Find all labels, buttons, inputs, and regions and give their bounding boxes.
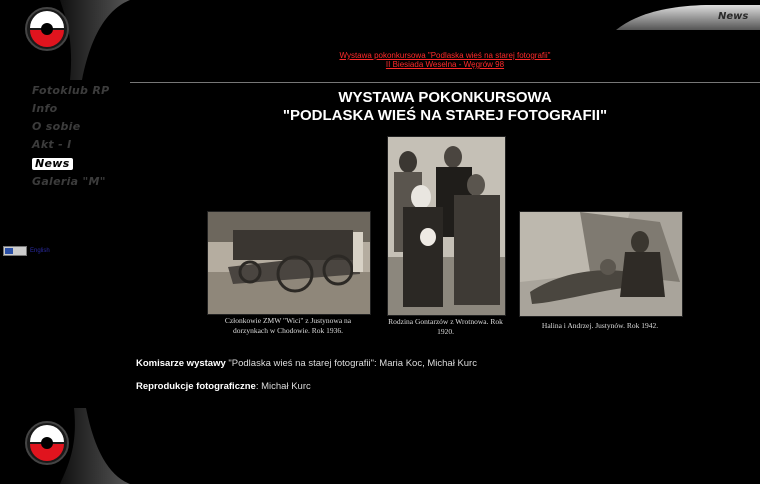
nav-item-o-sobie[interactable]: O sobie xyxy=(32,120,81,133)
english-link[interactable]: English xyxy=(30,248,50,254)
nav-item-akt[interactable]: Akt - I xyxy=(32,138,72,151)
language-switch[interactable] xyxy=(3,246,50,256)
reproductions-text: : Michał Kurc xyxy=(255,381,311,392)
commissioners-text: "Podlaska wieś na starej fotografii": Maria Koc, Michał Kurc xyxy=(225,358,477,369)
nav-item-info[interactable]: Info xyxy=(32,102,58,115)
photo-caption-2: Rodzina Gontarzów z Wrotnowa. Rok 1920. xyxy=(388,317,503,336)
page-title xyxy=(130,89,760,125)
photo-family-portrait[interactable] xyxy=(387,136,506,316)
nav-item-fotoklub[interactable]: Fotoklub RP xyxy=(32,84,110,97)
uk-flag-icon[interactable] xyxy=(3,246,27,256)
news-tab-label: News xyxy=(718,11,749,22)
article-links xyxy=(300,51,590,69)
nav-item-news[interactable]: News xyxy=(32,158,73,170)
sidebar-nav xyxy=(32,82,122,191)
link-biesiada[interactable]: II Biesiada Weselna - Węgrów 98 xyxy=(385,60,505,69)
photo-cart-harvest[interactable] xyxy=(207,211,371,315)
nav-item-galeria[interactable]: Galeria "M" xyxy=(32,175,106,188)
commissioners-line xyxy=(136,358,477,369)
fotoklub-logo-bottom[interactable] xyxy=(24,420,70,466)
photo-caption-3: Halina i Andrzej. Justynów. Rok 1942. xyxy=(541,321,659,330)
title-line-2: "PODLASKA WIEŚ NA STAREJ FOTOGRAFII" xyxy=(282,107,608,124)
reproductions-label: Reprodukcje fotograficzne xyxy=(136,381,256,392)
reproductions-line xyxy=(136,381,311,392)
divider xyxy=(130,82,760,83)
photo-caption-1: Członkowie ZMW "Wici" z Justynowa na dorzynkach w Chodowie. Rok 1936. xyxy=(224,316,352,335)
commissioners-label: Komisarze wystawy xyxy=(136,358,226,369)
fotoklub-logo[interactable] xyxy=(24,6,70,52)
photo-couple-resting[interactable] xyxy=(519,211,683,317)
title-line-1: WYSTAWA POKONKURSOWA xyxy=(338,89,552,106)
link-wystawa[interactable]: Wystawa pokonkursowa "Podlaska wieś na starej fotografii" xyxy=(339,51,551,60)
